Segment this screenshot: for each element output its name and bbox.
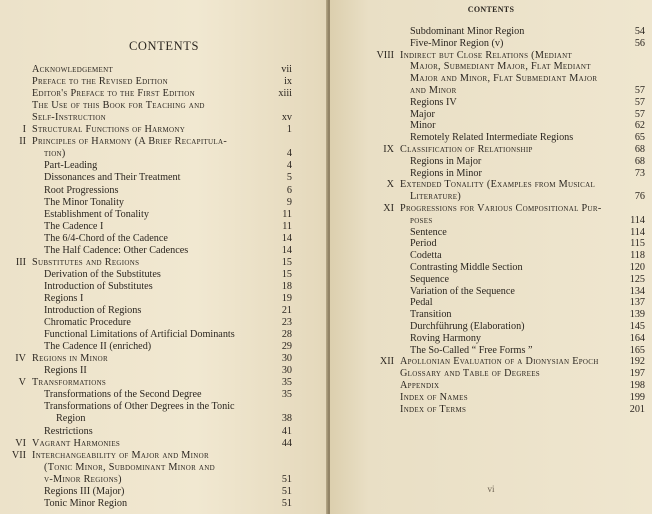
- toc-entry: [0, 257, 292, 269]
- chapter-number: VII: [11, 449, 26, 461]
- toc-entry: [330, 50, 645, 62]
- toc-entry: [330, 321, 645, 333]
- entry-page-number: 197: [629, 368, 645, 380]
- entry-title: Subdominant Minor Region: [410, 26, 525, 37]
- entry-title: Contrasting Middle Section: [410, 262, 523, 273]
- toc-entry: [330, 392, 645, 404]
- entry-page-number: 38: [281, 413, 292, 425]
- entry-title: Regions in Major: [410, 155, 482, 167]
- toc-entry: [330, 191, 645, 203]
- entry-page-number: xv: [281, 112, 292, 124]
- entry-page-number: 201: [629, 403, 645, 415]
- toc-entry: [0, 426, 292, 438]
- entry-page-number: ix: [284, 76, 292, 88]
- entry-title: Tonic Minor Region: [44, 497, 128, 509]
- entry-page-number: 29: [281, 341, 292, 353]
- entry-title: Pedal: [410, 297, 433, 309]
- entry-title: The So-Called “ Free Forms ”: [410, 344, 533, 356]
- entry-title: Remotely Related Intermediate Regions: [410, 132, 574, 144]
- entry-page-number: 4: [286, 160, 292, 172]
- entry-title: Region: [56, 413, 86, 425]
- entry-title: Substitutes and Regions: [32, 256, 140, 268]
- entry-page-number: 192: [629, 356, 645, 368]
- entry-title: Principles of Harmony (A Brief Recapitula-: [32, 136, 228, 148]
- entry-page-number: 4: [286, 148, 292, 160]
- chapter-number: XII: [379, 356, 394, 368]
- toc-entry: [0, 377, 292, 389]
- chapter-number: III: [15, 256, 26, 268]
- entry-page-number: 76: [634, 191, 645, 203]
- entry-page-number: 114: [630, 226, 645, 238]
- entry-page-number: 18: [281, 280, 292, 292]
- entry-page-number: 5: [286, 172, 292, 184]
- toc-entry: [0, 209, 292, 221]
- entry-title: Introduction of Substitutes: [44, 280, 153, 292]
- chapter-number: VIII: [376, 49, 394, 61]
- toc-entry: [0, 88, 292, 100]
- entry-page-number: 145: [629, 321, 645, 332]
- chapter-number: XI: [383, 203, 394, 214]
- toc-entry: [0, 329, 292, 341]
- entry-title: Classification of Relationship: [400, 144, 533, 155]
- toc-entry: [0, 293, 292, 305]
- toc-entry: [0, 245, 292, 257]
- entry-title: Index of Names: [400, 391, 468, 403]
- toc-entry: [0, 389, 292, 401]
- toc-entry: [0, 76, 292, 88]
- entry-title: Period: [410, 238, 437, 250]
- entry-title: v-Minor Regions): [44, 473, 122, 485]
- toc-entry: [330, 309, 645, 321]
- entry-title: Regions II: [44, 365, 87, 377]
- entry-page-number: 118: [630, 250, 645, 262]
- toc-entry: [0, 64, 292, 76]
- entry-title: Functional Limitations of Artificial Dominants: [44, 329, 235, 341]
- entry-page-number: 14: [281, 244, 292, 256]
- entry-page-number: 11: [282, 220, 292, 232]
- toc-entry: [330, 368, 645, 380]
- entry-title: The Cadence II (enriched): [44, 341, 152, 353]
- entry-title: Minor: [410, 120, 436, 132]
- running-head: CONTENTS: [467, 5, 515, 14]
- entry-title: Acknowledgement: [32, 64, 114, 75]
- toc-entry: [0, 221, 292, 233]
- toc-entry: [330, 73, 645, 85]
- entry-page-number: 56: [634, 37, 645, 49]
- toc-entry: [330, 286, 645, 298]
- entry-title: Sentence: [410, 226, 447, 238]
- entry-page-number: 14: [281, 232, 292, 244]
- page-number: vi: [487, 484, 495, 494]
- entry-title: Major, Submediant Major, Flat Mediant: [410, 61, 591, 73]
- entry-page-number: 51: [281, 497, 292, 509]
- entry-page-number: 137: [629, 297, 645, 309]
- entry-title: (Tonic Minor, Subdominant Minor and: [44, 461, 215, 473]
- chapter-number: X: [386, 179, 394, 191]
- entry-page-number: 73: [634, 167, 645, 179]
- entry-title: Transformations of Other Degrees in the Tonic: [44, 401, 235, 413]
- entry-title: Root Progressions: [44, 184, 119, 196]
- toc-entry: [0, 474, 292, 486]
- entry-page-number: 23: [281, 317, 292, 329]
- toc-entry: [330, 215, 645, 227]
- entry-page-number: 57: [634, 96, 645, 108]
- entry-title: Major: [410, 108, 435, 120]
- entry-page-number: 44: [281, 437, 292, 449]
- entry-title: Part-Leading: [44, 160, 98, 172]
- toc-entry: [0, 438, 292, 450]
- toc-entry: [0, 486, 292, 498]
- chapter-number: IX: [383, 144, 394, 155]
- toc-entry: [330, 262, 645, 274]
- entry-title: Self-Instruction: [32, 112, 107, 124]
- entry-title: Extended Tonality (Examples from Musical: [400, 179, 596, 191]
- entry-title: and Minor: [410, 85, 457, 96]
- toc-entry: [0, 413, 292, 425]
- toc-entry: [0, 172, 292, 184]
- entry-page-number: 35: [281, 377, 292, 389]
- entry-page-number: 68: [634, 144, 645, 155]
- toc-entry: [0, 100, 292, 112]
- entry-page-number: 139: [629, 309, 645, 321]
- toc-entry: [0, 305, 292, 317]
- entry-page-number: 51: [281, 485, 292, 497]
- toc-entry: [0, 498, 292, 510]
- toc-entry: [0, 450, 292, 462]
- entry-page-number: 164: [629, 332, 645, 344]
- toc-entry: [330, 203, 645, 215]
- toc-entry: [330, 356, 645, 368]
- entry-title: Five-Minor Region (v): [410, 37, 504, 49]
- entry-title: The Minor Tonality: [44, 196, 125, 208]
- entry-title: Glossary and Table of Degrees: [400, 368, 540, 380]
- toc-entry: [0, 112, 292, 124]
- entry-title: Literature): [410, 191, 462, 203]
- entry-title: The 6/4-Chord of the Cadence: [44, 232, 168, 244]
- entry-page-number: 114: [630, 214, 645, 226]
- entry-title: Dissonances and Their Treatment: [44, 172, 181, 184]
- entry-page-number: 115: [630, 238, 645, 250]
- entry-title: Durchführung (Elaboration): [410, 321, 525, 332]
- toc-entry: [330, 380, 645, 392]
- toc-entry: [0, 462, 292, 474]
- toc-entry: [330, 26, 645, 38]
- entry-page-number: 11: [282, 208, 292, 220]
- entry-page-number: 15: [281, 268, 292, 280]
- entry-title: Progressions for Various Compositional Pur-: [400, 203, 602, 214]
- entry-page-number: 134: [629, 285, 645, 297]
- entry-page-number: 65: [634, 132, 645, 144]
- toc-entry: [0, 341, 292, 353]
- entry-title: Regions IV: [410, 96, 457, 108]
- entry-title: Index of Terms: [400, 403, 467, 415]
- entry-title: Restrictions: [44, 425, 93, 437]
- toc-entry: [330, 297, 645, 309]
- toc-entry: [0, 317, 292, 329]
- toc-entry: [0, 353, 292, 365]
- toc-entry: [330, 227, 645, 239]
- entry-page-number: 62: [634, 120, 645, 132]
- entry-page-number: 125: [629, 273, 645, 285]
- entry-title: tion): [44, 148, 66, 160]
- entry-title: The Half Cadence: Other Cadences: [44, 244, 189, 256]
- entry-page-number: 9: [286, 196, 292, 208]
- toc-entry: [330, 250, 645, 262]
- entry-page-number: xiii: [278, 88, 292, 100]
- entry-page-number: 68: [634, 155, 645, 167]
- entry-title: The Cadence I: [44, 220, 104, 232]
- toc-entry: [330, 85, 645, 97]
- toc-entry: [330, 97, 645, 109]
- toc-entry: [0, 365, 292, 377]
- entry-page-number: 51: [281, 473, 292, 485]
- entry-title: Establishment of Tonality: [44, 208, 149, 220]
- toc-entry: [0, 233, 292, 245]
- chapter-number: V: [18, 377, 26, 389]
- toc-entry: [330, 132, 645, 144]
- toc-entry: [330, 179, 645, 191]
- toc-entry: [330, 238, 645, 250]
- toc-entry: [330, 168, 645, 180]
- entry-page-number: 199: [629, 391, 645, 403]
- toc-entry: [0, 185, 292, 197]
- toc-entry: [0, 160, 292, 172]
- entry-title: Transformations of the Second Degree: [44, 389, 202, 401]
- entry-page-number: vii: [281, 64, 292, 75]
- right-page: [330, 0, 652, 514]
- entry-title: Variation of the Sequence: [410, 285, 515, 297]
- toc-entry: [330, 333, 645, 345]
- toc-entry: [0, 148, 292, 160]
- entry-title: Interchangeability of Major and Minor: [32, 449, 209, 461]
- entry-title: Transition: [410, 309, 452, 321]
- entry-title: Regions in Minor: [32, 353, 108, 365]
- entry-title: Preface to the Revised Edition: [32, 76, 168, 88]
- entry-title: Apollonian Evaluation of a Dionysian Epoch: [400, 356, 599, 368]
- toc-entry: [0, 124, 292, 136]
- entry-title: Regions III (Major): [44, 485, 125, 497]
- page-title: CONTENTS: [128, 39, 200, 53]
- toc-entry: [330, 38, 645, 50]
- entry-title: Sequence: [410, 273, 450, 285]
- entry-title: Structural Functions of Harmony: [32, 124, 186, 136]
- chapter-number: IV: [15, 353, 26, 365]
- entry-title: Editor's Preface to the First Edition: [32, 88, 196, 100]
- chapter-number: II: [19, 136, 26, 148]
- toc-entry: [330, 61, 645, 73]
- toc-entry: [330, 120, 645, 132]
- entry-title: Chromatic Procedure: [44, 317, 131, 329]
- entry-page-number: 57: [634, 108, 645, 120]
- toc-entry: [0, 269, 292, 281]
- toc-entry: [330, 404, 645, 416]
- entry-page-number: 19: [281, 292, 292, 304]
- entry-page-number: 6: [286, 184, 292, 196]
- entry-title: poses: [410, 214, 433, 226]
- entry-title: Indirect but Close Relations (Mediant: [400, 49, 573, 61]
- entry-page-number: 30: [281, 353, 292, 365]
- entry-title: The Use of this Book for Teaching and: [32, 100, 205, 112]
- entry-page-number: 57: [634, 85, 645, 96]
- entry-page-number: 1: [286, 124, 292, 136]
- entry-page-number: 35: [281, 389, 292, 401]
- entry-page-number: 120: [629, 262, 645, 273]
- entry-page-number: 198: [629, 380, 645, 391]
- toc-entry: [0, 136, 292, 148]
- entry-title: Regions in Minor: [410, 167, 482, 179]
- toc-entry: [0, 197, 292, 209]
- chapter-number: VI: [15, 437, 26, 449]
- entry-page-number: 28: [281, 329, 292, 341]
- entry-page-number: 15: [281, 256, 292, 268]
- entry-title: Major and Minor, Flat Submediant Major: [410, 73, 598, 85]
- chapter-number: I: [22, 124, 26, 136]
- entry-page-number: 165: [629, 344, 645, 356]
- entry-title: Appendix: [400, 380, 440, 391]
- toc-entry: [330, 274, 645, 286]
- toc-entry: [330, 144, 645, 156]
- toc-entry: [330, 345, 645, 357]
- entry-title: Codetta: [410, 250, 442, 262]
- entry-title: Introduction of Regions: [44, 305, 142, 316]
- toc-entry: [0, 401, 292, 413]
- entry-title: Transformations: [32, 377, 107, 389]
- toc-entry: [330, 109, 645, 121]
- entry-title: Roving Harmony: [410, 332, 482, 344]
- toc-entry: [0, 281, 292, 293]
- entry-title: Derivation of the Substitutes: [44, 268, 161, 280]
- entry-title: Regions I: [44, 292, 84, 304]
- entry-page-number: 21: [281, 305, 292, 316]
- toc-entry: [330, 156, 645, 168]
- entry-page-number: 54: [634, 26, 645, 37]
- entry-page-number: 41: [281, 425, 292, 437]
- entry-title: Vagrant Harmonies: [32, 437, 121, 449]
- entry-page-number: 30: [281, 365, 292, 377]
